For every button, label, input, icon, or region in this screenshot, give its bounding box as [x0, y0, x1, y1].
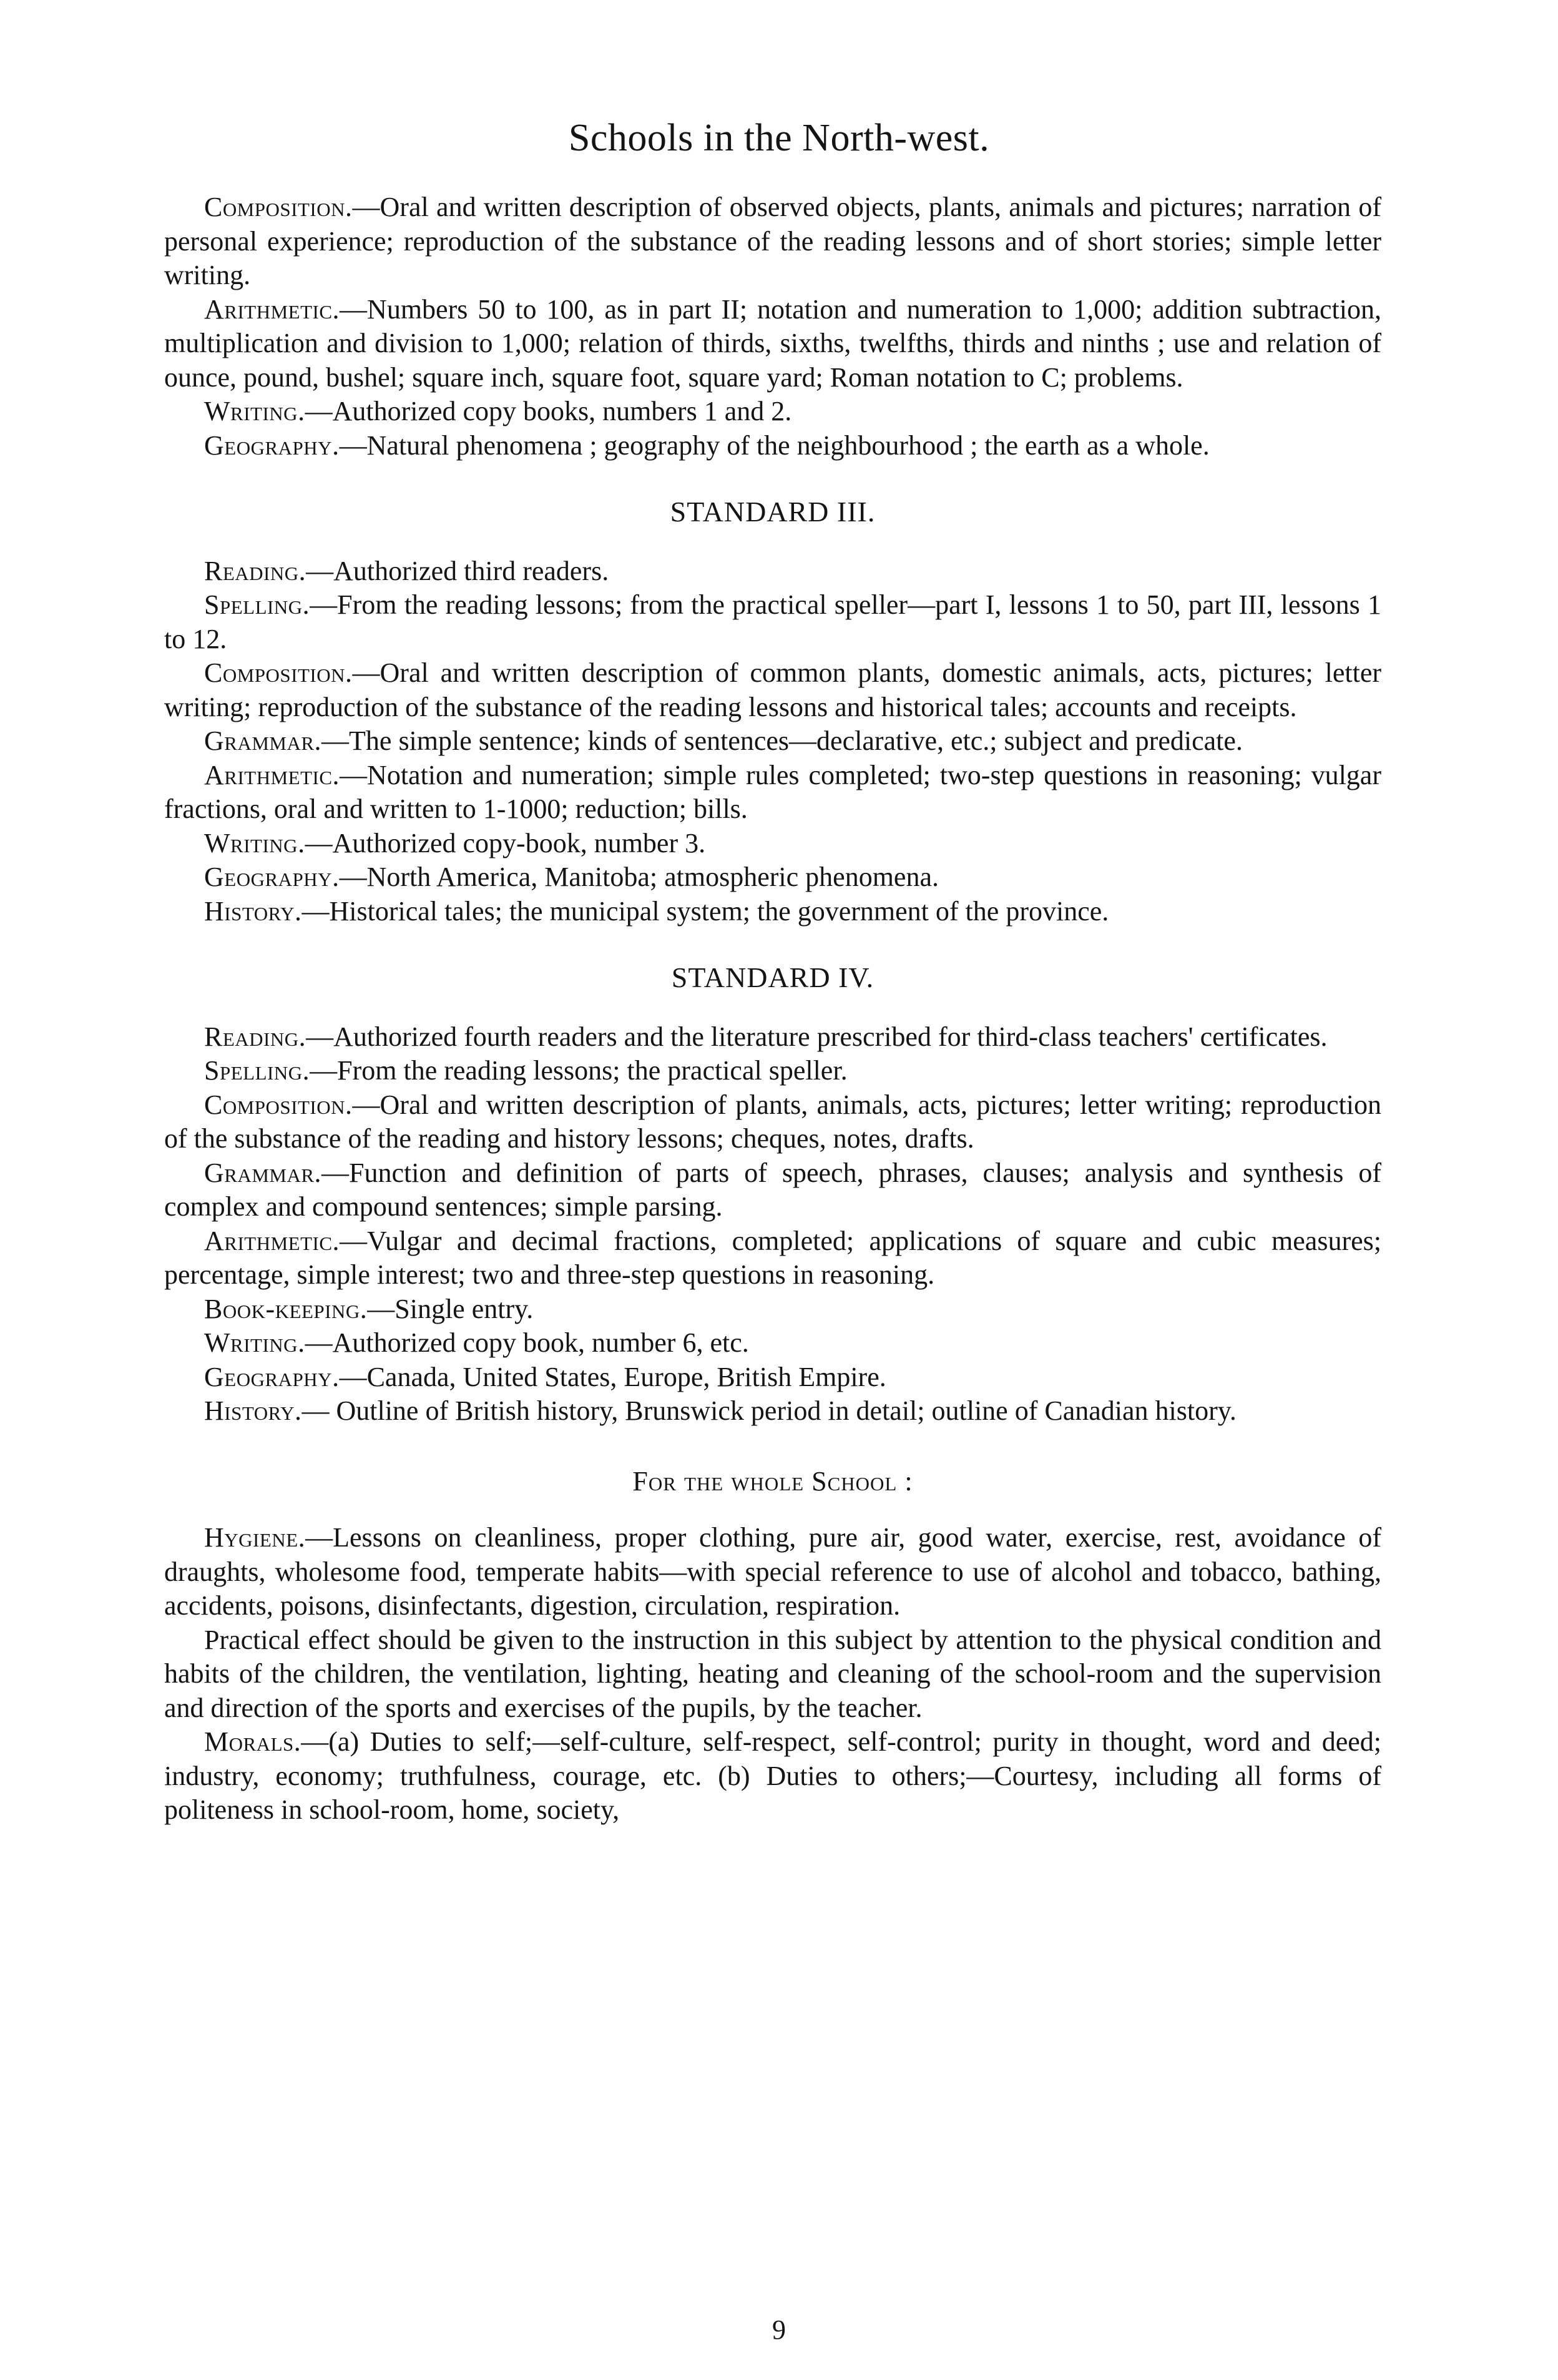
subject-text: —Single entry.: [367, 1293, 534, 1324]
subject-text: —From the reading lessons; the practical speller.: [310, 1055, 848, 1086]
paragraph-grammar: [164, 1156, 1381, 1224]
subject-text: —The simple sentence; kinds of sentences—declarative, etc.; subject and predicate.: [321, 725, 1243, 756]
paragraph-hygiene: [164, 1521, 1381, 1623]
subject-term: Arithmetic.: [204, 1225, 340, 1256]
subject-text: —Oral and written description of plants, animals, acts, pictures; letter writing; reproduction of the substance of the reading and history lessons; cheques, notes, drafts.: [164, 1089, 1381, 1154]
subject-term: Spelling.: [204, 589, 310, 620]
subject-text: —From the reading lessons; from the practical speller—part I, lessons 1 to 50, part III, lessons 1 to 12.: [164, 589, 1381, 654]
subject-term: Writing.: [204, 396, 305, 426]
subject-term: Book-keeping.: [204, 1293, 368, 1324]
subject-term: Arithmetic.: [204, 759, 340, 790]
subject-text: —Vulgar and decimal fractions, completed; applications of square and cubic measures; percentage, simple interest; two and three-step questions in reasoning.: [164, 1225, 1381, 1290]
paragraph-arithmetic: [164, 759, 1381, 827]
subject-text: —Oral and written description of common plants, domestic animals, acts, pictures; letter writing; reproduction of the substance of the reading lessons and historical tales; accounts and receipts.: [164, 657, 1381, 722]
subject-term: Reading.: [204, 1021, 306, 1052]
subject-term: History.: [204, 1395, 302, 1426]
standard-iv: [164, 1020, 1381, 1428]
section-heading-whole-school: For the whole School :: [632, 1465, 913, 1497]
subject-text: —Authorized copy books, numbers 1 and 2.: [305, 396, 792, 426]
paragraph-spelling: [164, 588, 1381, 656]
subject-text: —Canada, United States, Europe, British Empire.: [339, 1361, 886, 1392]
paragraph-practical-effect: Practical effect should be given to the instruction in this subject by attention to the physical condition and habits of the children, the ventilation, lighting, heating and cleaning of the school-room and the supervision and direction of the sports and exercises of the pupils, by the teacher.: [164, 1624, 1381, 1723]
subject-term: Geography.: [204, 430, 340, 461]
subject-text: —(a) Duties to self;—self-culture, self-respect, self-control; purity in thought, word and deed; industry, economy; truthfulness, courage, etc. (b) Duties to others;—Courtesy, including all forms of politeness in school-room, home, society,: [164, 1726, 1381, 1825]
subject-text: —Notation and numeration; simple rules completed; two-step questions in reasoning; vulgar fractions, oral and written to 1-1000; reduction; bills.: [164, 759, 1381, 824]
paragraph-composition: [164, 190, 1381, 293]
paragraph-writing: [164, 827, 1381, 861]
section-heading-standard-iii: STANDARD III.: [670, 496, 876, 528]
paragraph-history: [164, 895, 1381, 929]
paragraph-morals: [164, 1725, 1381, 1827]
subject-text: —Authorized fourth readers and the literature prescribed for third-class teachers' certificates.: [306, 1021, 1328, 1052]
running-head: Schools in the North-west.: [568, 117, 990, 159]
subject-term: History.: [204, 895, 302, 927]
paragraph-arithmetic: [164, 1224, 1381, 1292]
subject-term: Arithmetic.: [204, 293, 340, 325]
paragraph-reading: [164, 554, 1381, 589]
paragraph-geography: [164, 429, 1381, 463]
subject-text: —Historical tales; the municipal system; the government of the province.: [301, 895, 1109, 927]
subject-term: Composition.: [204, 1089, 353, 1120]
page-number: 9: [772, 2314, 786, 2345]
subject-term: Geography.: [204, 1361, 340, 1392]
subject-text: —Lessons on cleanliness, proper clothing, pure air, good water, exercise, rest, avoidance of draughts, wholesome food, temperate habits—with special reference to use of alcohol and tobacco, bathing, accidents, poisons, disinfectants, digestion, circulation, respiration.: [164, 1522, 1381, 1621]
paragraph-geography: [164, 1360, 1381, 1395]
subject-text: —Function and definition of parts of speech, phrases, clauses; analysis and synthesis of complex and compound sentences; simple parsing.: [164, 1157, 1381, 1222]
subject-text: —Natural phenomena ; geography of the neighbourhood ; the earth as a whole.: [339, 430, 1210, 461]
body-text: [164, 190, 1381, 1827]
subject-term: Writing.: [204, 827, 305, 858]
paragraph-writing: [164, 395, 1381, 429]
paragraph-history: [164, 1394, 1381, 1428]
subject-term: Hygiene.: [204, 1522, 306, 1553]
subject-term: Grammar.: [204, 725, 322, 756]
subject-term: Geography.: [204, 862, 340, 892]
paragraph-arithmetic: [164, 293, 1381, 395]
paragraph-composition: [164, 1088, 1381, 1156]
subject-text: — Outline of British history, Brunswick period in detail; outline of Canadian history.: [301, 1395, 1237, 1426]
standard-iii: [164, 554, 1381, 929]
paragraph-reading: [164, 1020, 1381, 1055]
subject-term: Morals.: [204, 1726, 301, 1757]
paragraph-writing: [164, 1326, 1381, 1360]
subject-term: Writing.: [204, 1327, 305, 1358]
paragraph-book-keeping: [164, 1292, 1381, 1327]
whole-school: [164, 1521, 1381, 1827]
subject-term: Composition.: [204, 657, 353, 688]
subject-text: —North America, Manitoba; atmospheric phenomena.: [339, 862, 939, 892]
subject-text: —Authorized copy-book, number 3.: [305, 827, 706, 858]
paragraph-grammar: [164, 724, 1381, 759]
subject-term: Spelling.: [204, 1055, 310, 1086]
subject-term: Composition.: [204, 192, 353, 222]
paragraph-composition: [164, 656, 1381, 724]
subject-term: Reading.: [204, 555, 306, 586]
paragraph-spelling: [164, 1054, 1381, 1088]
subject-text: —Oral and written description of observed objects, plants, animals and pictures; narration of personal experience; reproduction of the substance of the reading lessons and of short stories; simple letter writing.: [164, 192, 1381, 290]
section-heading-standard-iv: STANDARD IV.: [671, 961, 875, 993]
standard-ii-tail: [164, 190, 1381, 463]
paragraph-geography: [164, 860, 1381, 895]
subject-text: —Authorized copy book, number 6, etc.: [305, 1327, 749, 1358]
subject-text: —Numbers 50 to 100, as in part II; notation and numeration to 1,000; addition subtraction, multiplication and division to 1,000; relation of thirds, sixths, twelfths, thirds and ninths ; use and relation of ounce, pound, bushel; square inch, square foot, square yard; Roman notation to C; problems.: [164, 293, 1381, 393]
subject-term: Grammar.: [204, 1157, 322, 1188]
subject-text: —Authorized third readers.: [306, 555, 609, 586]
